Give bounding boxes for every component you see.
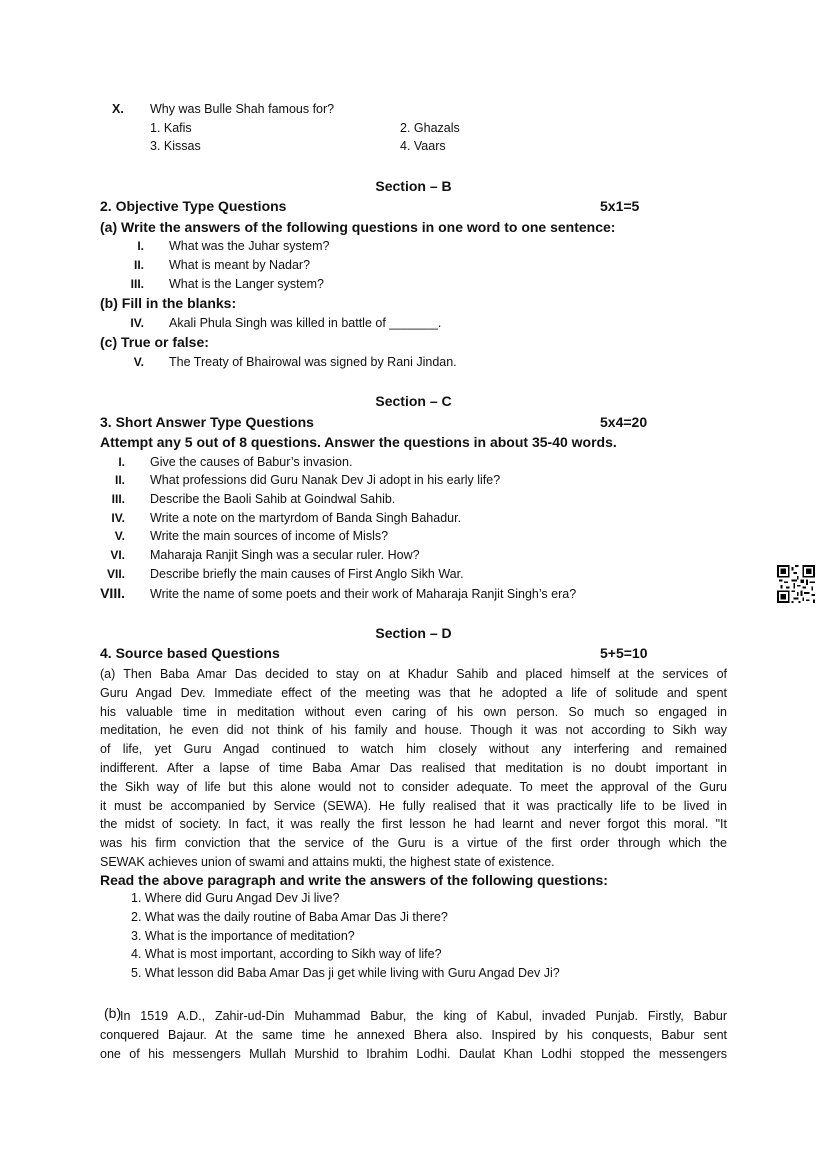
question-text: Maharaja Ranjit Singh was a secular ruler. How?	[150, 548, 420, 562]
passage-line: conquered Bajaur. At the same time he annexed Bhera also. Inspired by his conquests, Babur sent	[100, 1027, 727, 1042]
passage-line: meditation, he even did not think of his family and house. Though it was not according to Sikh way	[100, 723, 727, 738]
section-marks: 5x4=20	[600, 414, 648, 430]
question-text: Write a note on the martyrdom of Banda Singh Bahadur.	[150, 511, 462, 525]
passage-line: (a) Then Baba Amar Das decided to stay on at Khadur Sahib and placed himself at the services of	[100, 667, 727, 681]
instruction: Attempt any 5 out of 8 questions. Answer the questions in about 35-40 words.	[100, 434, 617, 450]
item-number: I.	[137, 239, 144, 253]
option: 3. Kissas	[150, 139, 201, 153]
passage-line: the Sikh way of life but this alone would not to consider adequate. To meet the approval of the Guru	[100, 779, 727, 794]
question-text: What is the Langer system?	[169, 277, 324, 291]
passage-b	[100, 1007, 727, 1063]
question-text: Write the main sources of income of Misls?	[150, 529, 389, 543]
item-number: III.	[111, 492, 125, 506]
instruction: Read the above paragraph and write the answers of the following questions:	[100, 872, 608, 888]
passage-line: Guru Angad Dev. Immediate effect of the meeting was that he adopted a life of solitude and spent	[100, 685, 727, 700]
section-title: Section – D	[375, 625, 452, 641]
question-text: Akali Phula Singh was killed in battle of _______.	[169, 316, 442, 330]
option: 1. Kafis	[150, 121, 192, 135]
part-heading: (c) True or false:	[100, 334, 209, 350]
item-number: IV.	[130, 316, 144, 330]
item-number: VIII.	[100, 585, 125, 601]
item-number: VII.	[106, 567, 125, 581]
list-item: 5. What lesson did Baba Amar Das ji get while living with Guru Angad Dev Ji?	[131, 966, 560, 980]
item-number: I.	[118, 455, 125, 469]
section-marks: 5x1=5	[600, 198, 640, 214]
passage-b-label: (b)	[104, 1005, 122, 1021]
passage-line: SEWAK achieves union of swami and attains mukti, the highest state of existence.	[100, 854, 555, 869]
question-text: Describe the Baoli Sahib at Goindwal Sahib.	[150, 492, 396, 506]
question-text: Describe briefly the main causes of First Anglo Sikh War.	[150, 567, 464, 581]
item-number: V.	[133, 355, 144, 369]
passage-line: the midst of society. In fact, it was really the first lesson he had learnt and never forgot this moral. "It	[100, 817, 727, 832]
question-text: Write the name of some poets and their work of Maharaja Ranjit Singh’s era?	[150, 587, 577, 601]
section-marks: 5+5=10	[600, 645, 648, 661]
list-item: 1. Where did Guru Angad Dev Ji live?	[131, 891, 340, 905]
section-heading: 2. Objective Type Questions	[100, 198, 287, 214]
option: 2. Ghazals	[400, 121, 460, 135]
question-text: What was the Juhar system?	[169, 239, 330, 253]
passage-line: was his firm conviction that the service of the Guru is a virtue of the first order through which the	[100, 836, 727, 851]
list-item: 2. What was the daily routine of Baba Amar Das Ji there?	[131, 910, 448, 924]
passage-line: of life, yet Guru Angad continued to watch him closely without any interfering and remained	[100, 742, 727, 757]
passage-line: it must be accompanied by Service (SEWA). He fully realised that it was practically life to be lived in	[100, 798, 727, 813]
question-number: X.	[112, 102, 124, 116]
section-title: Section – B	[375, 178, 452, 194]
section-heading: 4. Source based Questions	[100, 645, 280, 661]
question-text: Why was Bulle Shah famous for?	[150, 102, 335, 116]
passage-a	[100, 665, 727, 872]
item-number: VI.	[110, 548, 125, 562]
passage-line: indifferent. After a lapse of time Baba Amar Das realised that meditation is no doubt important in	[100, 760, 727, 775]
section-heading: 3. Short Answer Type Questions	[100, 414, 314, 430]
question-text: Give the causes of Babur’s invasion.	[150, 455, 353, 469]
part-heading: (a) Write the answers of the following questions in one word to one sentence:	[100, 219, 616, 235]
question-text: The Treaty of Bhairowal was signed by Rani Jindan.	[169, 355, 457, 369]
passage-line: one of his messengers Mullah Murshid to Ibrahim Lodhi. Daulat Khan Lodhi stopped the messengers	[100, 1046, 727, 1061]
qr-code-icon	[777, 565, 815, 603]
passage-line: his valuable time in meditation without even caring of his own person. So much so engaged in	[100, 704, 727, 719]
item-number: II.	[114, 473, 125, 487]
item-number: III.	[130, 277, 144, 291]
item-number: V.	[114, 529, 125, 543]
question-text: What professions did Guru Nanak Dev Ji adopt in his early life?	[150, 473, 501, 487]
option: 4. Vaars	[400, 139, 446, 153]
list-item: 3. What is the importance of meditation?	[131, 929, 355, 943]
passage-line: In 1519 A.D., Zahir-ud-Din Muhammad Babur, the king of Kabul, invaded Punjab. Firstly, Babur	[120, 1009, 727, 1023]
part-heading: (b) Fill in the blanks:	[100, 295, 237, 311]
question-text: What is meant by Nadar?	[169, 258, 311, 272]
list-item: 4. What is most important, according to Sikh way of life?	[131, 947, 442, 961]
item-number: II.	[133, 258, 144, 272]
item-number: IV.	[111, 511, 125, 525]
section-title: Section – C	[375, 393, 452, 409]
